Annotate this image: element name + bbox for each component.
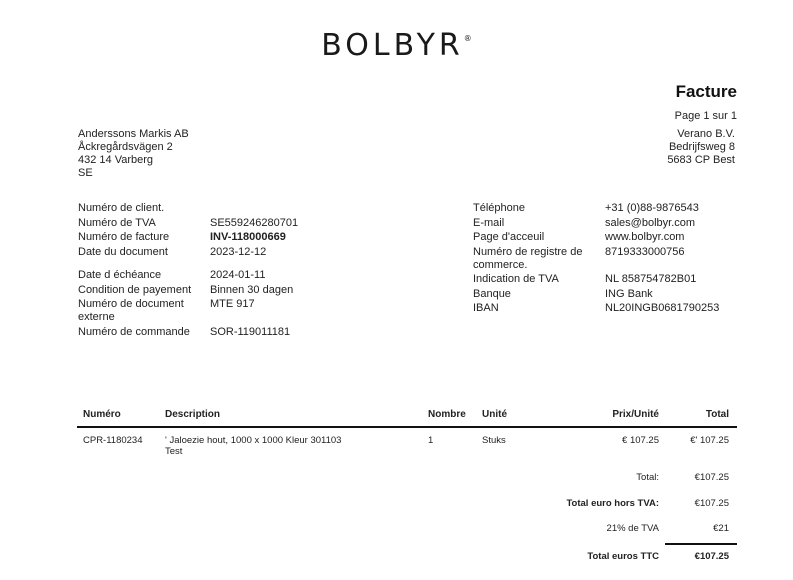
customer-address	[78, 128, 189, 180]
company-address	[667, 128, 735, 167]
info-value: www.bolbyr.com	[605, 231, 685, 243]
item-description-line: ' Jaloezie hout, 1000 x 1000 Kleur 301103	[165, 435, 342, 446]
customer-city: 432 14 Varberg	[78, 154, 154, 166]
info-value: Binnen 30 dagen	[210, 283, 294, 296]
vat-value: €21	[713, 523, 729, 534]
brand-logo	[0, 28, 793, 63]
totals-row-excl-vat	[477, 498, 737, 509]
brand-name: BOLBYR	[321, 28, 464, 63]
info-value: ING Bank	[605, 287, 653, 300]
totals-row-total	[477, 472, 737, 483]
column-header-number: Numéro	[83, 408, 121, 420]
info-row-external-doc	[78, 298, 350, 324]
page-indicator: Page 1 sur 1	[674, 110, 737, 122]
info-value: 8719333000756	[605, 245, 685, 258]
info-label: Téléphone	[473, 202, 525, 214]
info-label: IBAN	[473, 302, 499, 314]
info-label: Indication de TVA	[473, 273, 559, 285]
info-row-due-date	[78, 269, 350, 282]
grand-total-value: €107.25	[694, 551, 729, 562]
info-row-phone	[473, 202, 755, 215]
info-row-order-number	[78, 326, 350, 339]
info-row-website	[473, 231, 755, 244]
info-label: Numéro de document externe	[78, 298, 184, 323]
item-total: €' 107.25	[690, 435, 729, 446]
info-row-client-number	[78, 202, 350, 215]
info-label: Banque	[473, 287, 511, 300]
info-row-email	[473, 217, 755, 230]
info-label: Numéro de registre de commerce.	[473, 245, 583, 271]
total-label: Total:	[636, 472, 659, 483]
info-label: Date du document	[78, 245, 168, 258]
info-row-bank	[473, 288, 755, 301]
column-header-quantity: Nombre	[428, 408, 466, 420]
info-label: Numéro de facture	[78, 231, 170, 243]
customer-country: SE	[78, 167, 93, 179]
column-header-unit: Unité	[482, 408, 507, 420]
company-city: 5683 CP Best	[667, 154, 735, 166]
info-label: Condition de payement	[78, 283, 192, 296]
item-description	[165, 435, 428, 461]
info-value: SE559246280701	[210, 216, 299, 229]
excl-vat-label: Total euro hors TVA:	[566, 498, 659, 509]
info-value: SOR-119011181	[210, 325, 291, 338]
info-value: +31 (0)88-9876543	[605, 202, 699, 214]
info-value: NL20INGB0681790253	[605, 302, 720, 314]
company-street: Bedrijfsweg 8	[668, 141, 735, 153]
info-value	[210, 202, 350, 215]
grand-total-divider	[665, 543, 737, 545]
column-header-total: Total	[705, 408, 729, 420]
invoice-number: INV-118000669	[210, 231, 286, 243]
info-label: Date d échéance	[78, 269, 162, 281]
totals-row-grand-total	[477, 551, 737, 562]
info-label: Numéro de TVA	[78, 216, 156, 229]
info-row-invoice-number	[78, 231, 350, 244]
table-header	[77, 402, 737, 428]
info-row-chamber-of-commerce	[473, 246, 755, 272]
info-row-document-date	[78, 246, 350, 259]
info-row-vat-indication	[473, 273, 755, 286]
info-value: MTE 917	[210, 298, 255, 310]
grand-total-label: Total euros TTC	[587, 551, 659, 562]
info-label: Numéro de client.	[78, 202, 165, 214]
info-label: Page d'acceuil	[473, 231, 545, 243]
info-value: 2024-01-11	[210, 269, 266, 281]
item-number: CPR-1180234	[83, 435, 143, 446]
column-header-unit-price: Prix/Unité	[612, 408, 659, 420]
document-title: Facture	[675, 82, 737, 101]
invoice-details	[78, 202, 350, 340]
item-quantity: 1	[428, 435, 434, 446]
total-value: €107.25	[694, 472, 729, 483]
info-value: sales@bolbyr.com	[605, 216, 696, 229]
info-row-iban	[473, 302, 755, 315]
customer-name: Anderssons Markis AB	[78, 128, 189, 140]
column-header-description: Description	[165, 408, 221, 420]
item-unit-price: € 107.25	[622, 435, 659, 446]
info-value: 2023-12-12	[210, 245, 267, 258]
item-description-note: Test	[165, 446, 183, 457]
company-name: Verano B.V.	[677, 128, 735, 140]
info-label: E-mail	[473, 216, 505, 229]
vat-label: 21% de TVA	[606, 523, 659, 534]
customer-street: Åckregårdsvägen 2	[78, 141, 173, 153]
totals-row-vat	[477, 523, 737, 534]
company-details	[473, 202, 755, 317]
info-row-vat-number	[78, 217, 350, 230]
excl-vat-value: €107.25	[694, 498, 729, 509]
info-label: Numéro de commande	[78, 325, 190, 338]
info-value: NL 858754782B01	[605, 273, 697, 285]
line-items-table	[77, 402, 737, 461]
item-unit: Stuks	[482, 435, 506, 446]
info-row-payment-terms	[78, 284, 350, 297]
table-row	[77, 428, 737, 461]
registered-mark: ®	[463, 34, 472, 43]
